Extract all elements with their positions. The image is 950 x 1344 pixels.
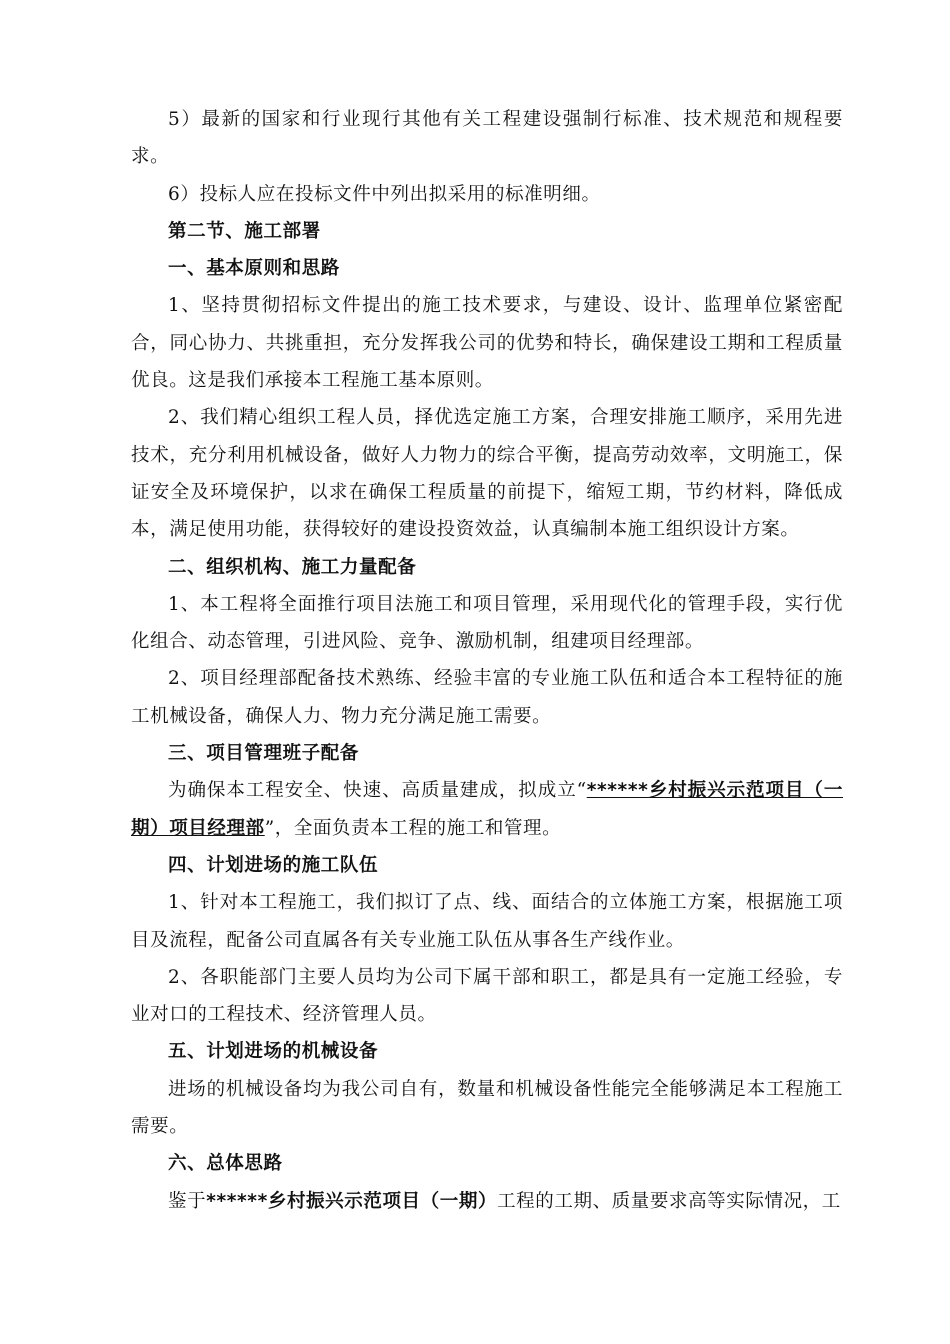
paragraph-machinery: 进场的机械设备均为我公司自有，数量和机械设备性能完全能够满足本工程施工需要。 [131, 1078, 843, 1138]
text-run: 工程的工期、质量要求高等实际情况，工 [497, 1190, 841, 1212]
paragraph-organization-2: 2、项目经理部配备技术熟练、经验丰富的专业施工队伍和适合本工程特征的施工机械设备，确保人力、物力充分满足施工需要。 [131, 668, 843, 727]
paragraph-teams-1: 1、针对本工程施工，我们拟订了点、线、面结合的立体施工方案，根据施工项目及流程，配备公司直属各有关专业施工队伍从事各生产线作业。 [131, 892, 843, 951]
heading-basic-principles: 一、基本原则和思路 [168, 258, 340, 280]
paragraph-organization-1: 1、本工程将全面推行项目法施工和项目管理，采用现代化的管理手段，实行优化组合、动态管理，引进风险、竞争、激励机制，组建项目经理部。 [131, 593, 843, 653]
paragraph-principles-1: 1、坚持贯彻招标文件提出的施工技术要求，与建设、设计、监理单位紧密配合，同心协力、共挑重担，充分发挥我公司的优势和特长，确保建设工期和工程质量优良。这是我们承接本工程施工基本原则。 [131, 295, 843, 392]
paragraph-overall-approach [131, 1183, 843, 1220]
paragraph-management-team [131, 772, 843, 847]
heading-overall-approach: 六、总体思路 [168, 1153, 283, 1175]
heading-construction-teams: 四、计划进场的施工队伍 [168, 854, 379, 876]
heading-management-team: 三、项目管理班子配备 [168, 743, 360, 765]
paragraph-teams-2: 2、各职能部门主要人员均为公司下属干部和职工，都是具有一定施工经验，专业对口的工程技术、经济管理人员。 [131, 966, 843, 1026]
project-name-bold: ******乡村振兴示范项目（一期） [206, 1190, 498, 1212]
text-run: 鉴于 [168, 1190, 207, 1212]
text-run: 为确保本工程安全、快速、高质量建成，拟成立“ [168, 780, 587, 802]
text-run: ”，全面负责本工程的施工和管理。 [264, 817, 562, 839]
paragraph-standards-5: 5）最新的国家和行业现行其他有关工程建设强制行标准、技术规范和规程要求。 [131, 109, 843, 168]
paragraph-standards-6: 6）投标人应在投标文件中列出拟采用的标准明细。 [168, 183, 601, 205]
project-name-underlined: ******乡村振兴示范项目（一期）项目经理部 [131, 780, 843, 839]
section-heading: 第二节、施工部署 [168, 220, 321, 242]
heading-organization: 二、组织机构、施工力量配备 [168, 556, 417, 578]
paragraph-principles-2: 2、我们精心组织工程人员，择优选定施工方案，合理安排施工顺序，采用先进技术，充分利用机械设备，做好人力物力的综合平衡，提高劳动效率，文明施工，保证安全及环境保护，以求在确保工程质量的前提下，缩短工期，节约材料，降低成本，满足使用功能，获得较好的建设投资效益，认真编制本施工组织设计方案。 [131, 407, 843, 541]
document-body [131, 101, 843, 1220]
heading-machinery: 五、计划进场的机械设备 [168, 1041, 379, 1063]
